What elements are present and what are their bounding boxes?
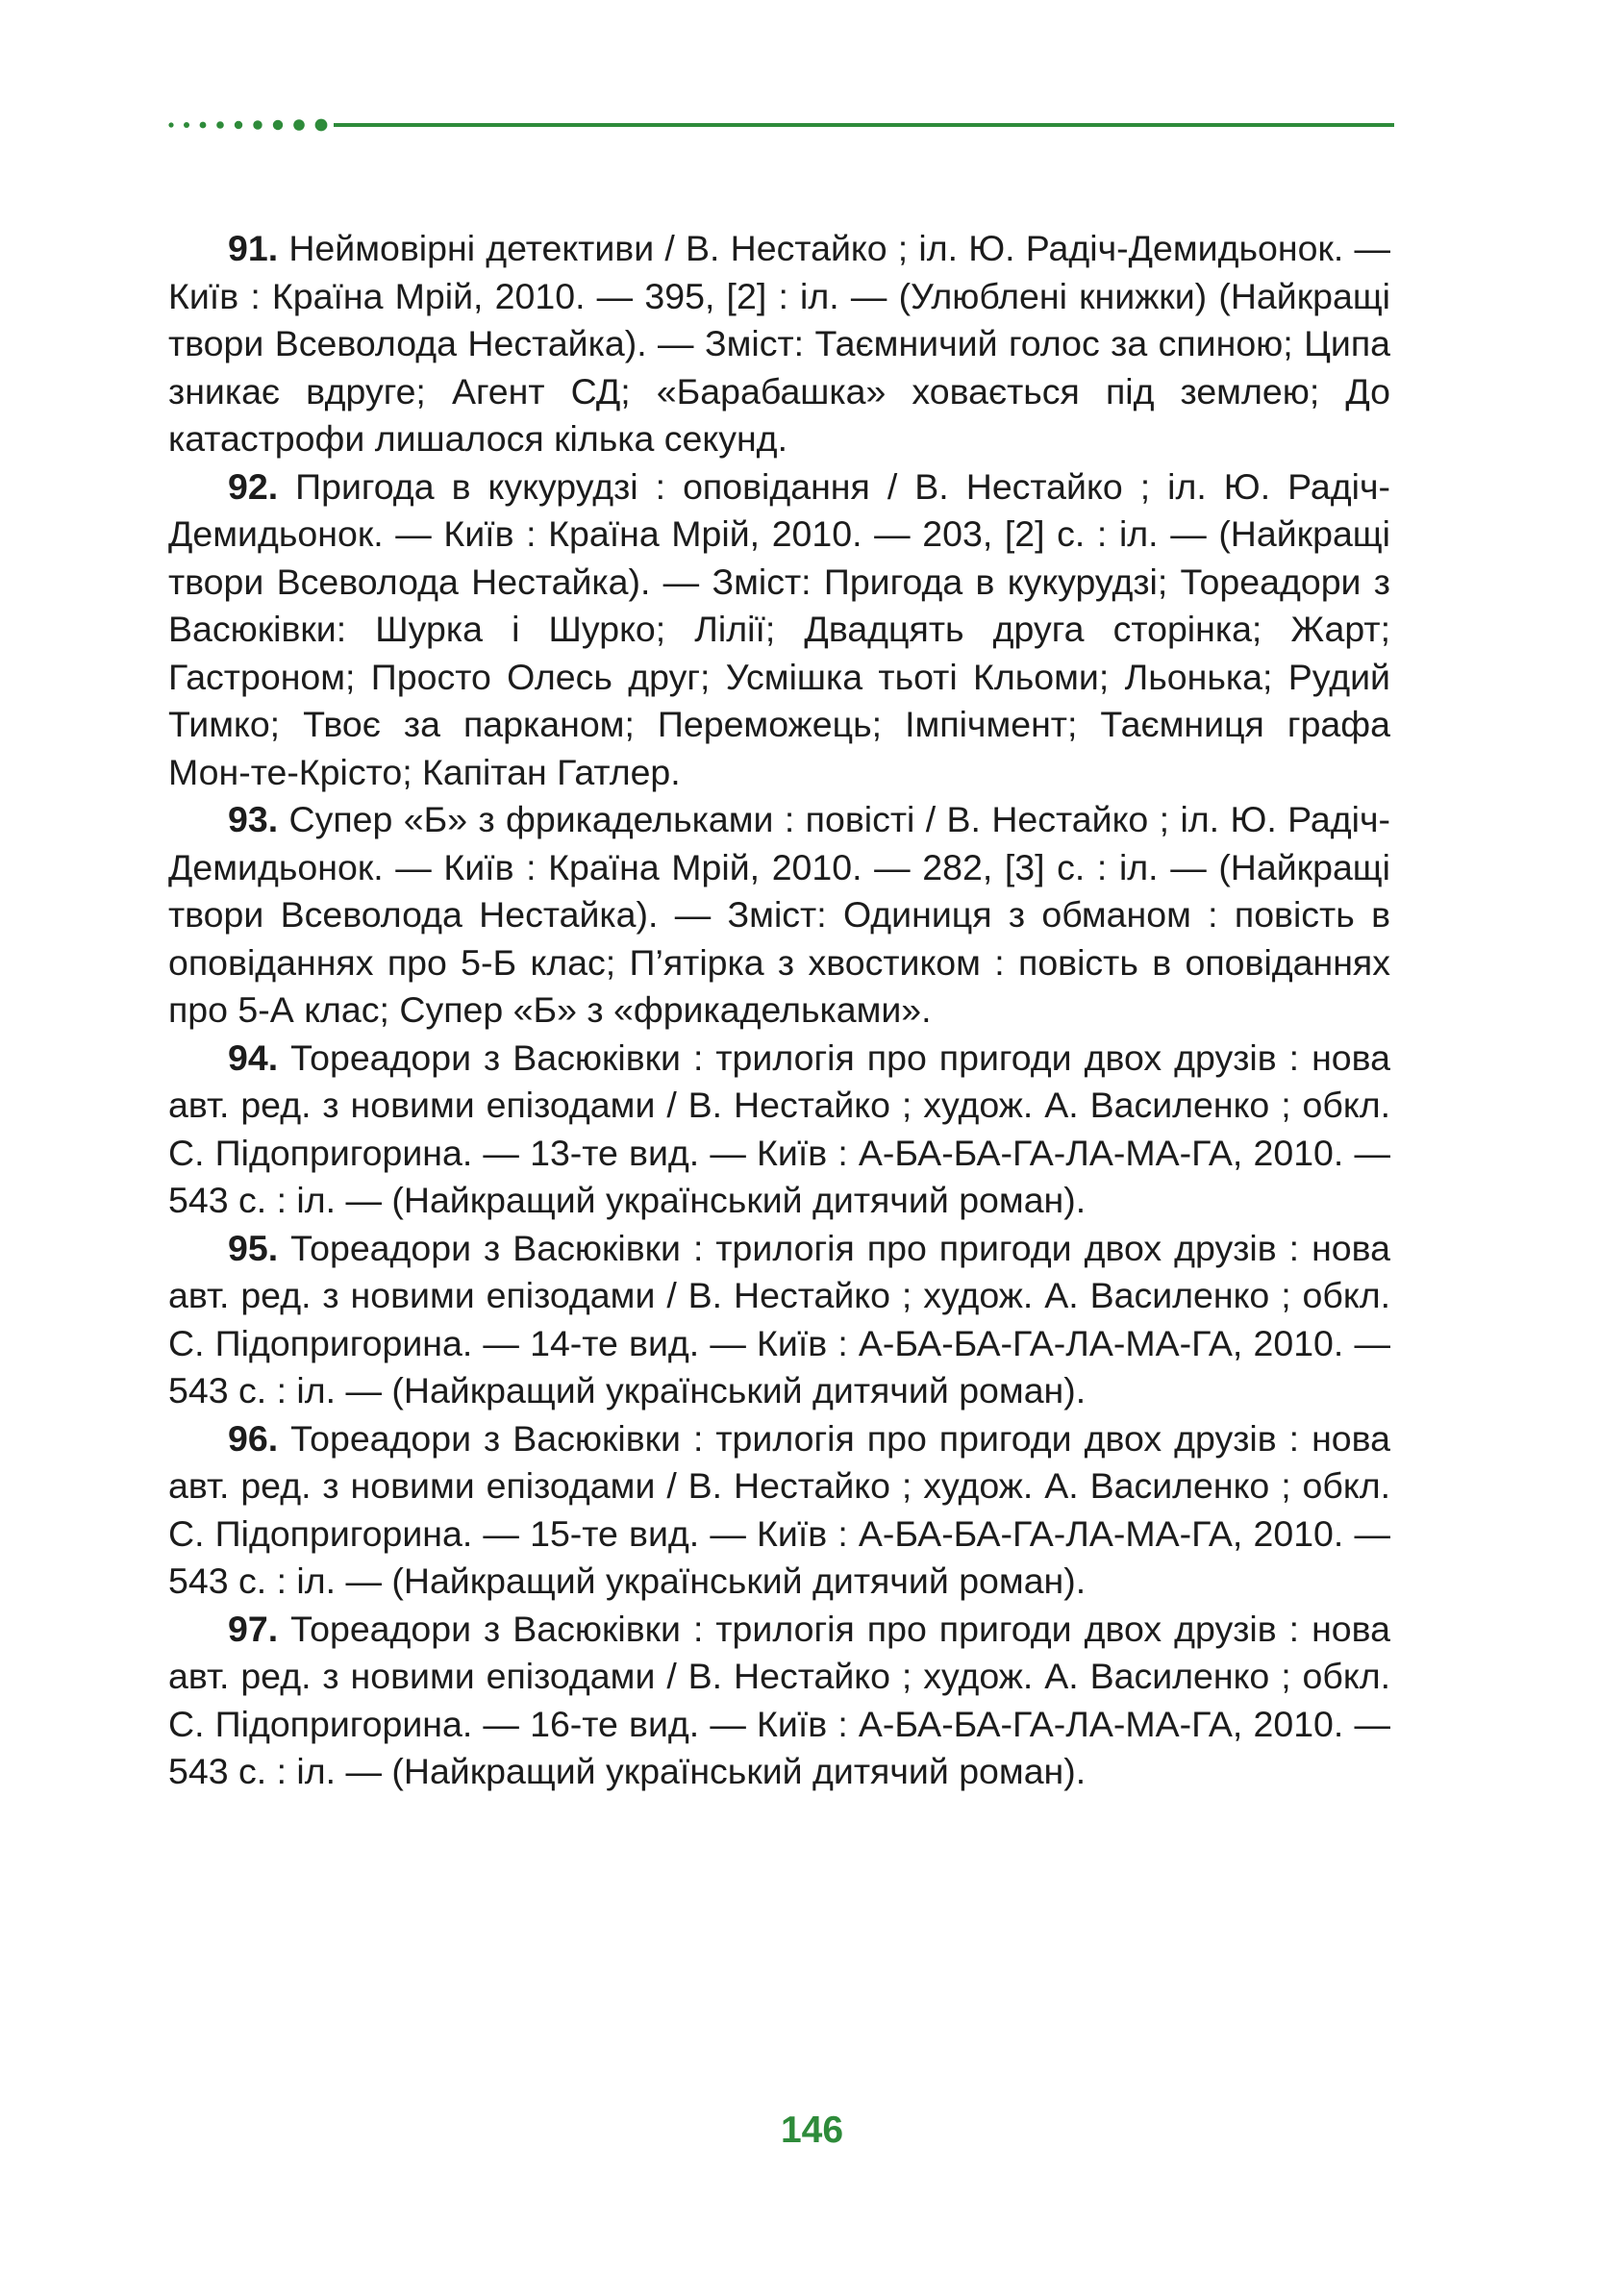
bibliography-entry	[168, 1415, 1390, 1606]
entry-number: 97.	[228, 1608, 279, 1649]
entry-number: 93.	[228, 799, 279, 839]
bibliography-list	[168, 225, 1390, 1796]
entry-text: Супер «Б» з фрикадельками : повісті / В. Нестайко ; іл. Ю. Радіч-Демидьонок. — Київ : Країна Мрій, 2010. — 282, [3] с. : іл. — (Найкращі твори Всеволода Нестайка). — Зміст: Одиниця з обманом : повість в оповіданнях про 5-Б клас; П’ятірка з хвостиком : повість в оповіданнях про 5-А клас; Супер «Б» з «фрикадельками».	[168, 799, 1390, 1030]
bibliography-entry	[168, 1225, 1390, 1415]
page-number: 146	[780, 2110, 844, 2151]
entry-number: 96.	[228, 1417, 279, 1459]
entry-number: 91.	[228, 228, 279, 268]
bibliography-entry	[168, 796, 1390, 1035]
bibliography-entry	[168, 225, 1390, 463]
entry-text: Тореадори з Васюківки : трилогія про пригоди двох друзів : нова авт. ред. з новими епізодами / В. Нестайко ; худож. А. Василенко ; обкл. С. Підопригорина. — 16-те вид. — Київ : А-БА-БА-ГА-ЛА-МА-ГА, 2010. — 543 с. : іл. — (Найкращий український дитячий роман).	[168, 1608, 1390, 1791]
bibliography-entry	[168, 463, 1390, 797]
entry-text: Тореадори з Васюківки : трилогія про пригоди двох друзів : нова авт. ред. з новими епізодами / В. Нестайко ; худож. А. Василенко ; обкл. С. Підопригорина. — 13-те вид. — Київ : А-БА-БА-ГА-ЛА-МА-ГА, 2010. — 543 с. : іл. — (Найкращий український дитячий роман).	[168, 1036, 1390, 1220]
header-dotted-rule	[168, 113, 1394, 137]
entry-text: Тореадори з Васюківки : трилогія про пригоди двох друзів : нова авт. ред. з новими епізодами / В. Нестайко ; худож. А. Василенко ; обкл. С. Підопригорина. — 15-те вид. — Київ : А-БА-БА-ГА-ЛА-МА-ГА, 2010. — 543 с. : іл. — (Найкращий український дитячий роман).	[168, 1417, 1390, 1601]
entry-number: 95.	[228, 1227, 279, 1268]
bibliography-entry	[168, 1606, 1390, 1796]
entry-text: Пригода в кукурудзі : оповідання / В. Нестайко ; іл. Ю. Радіч-Демидьонок. — Київ : Країна Мрій, 2010. — 203, [2] с. : іл. — (Найкращі твори Всеволода Нестайка). — Зміст: Пригода в кукурудзі; Тореадори з Васюківки: Шурка і Шурко; Лілії; Двадцять друга сторінка; Жарт; Гастроном; Просто Олесь друг; Усмішка тьоті Кльоми; Льонька; Рудий Тимко; Твоє за парканом; Переможець; Імпічмент; Таємниця графа Мон-те-Крісто; Капітан Гатлер.	[168, 465, 1390, 792]
entry-text: Тореадори з Васюківки : трилогія про пригоди двох друзів : нова авт. ред. з новими епізодами / В. Нестайко ; худож. А. Василенко ; обкл. С. Підопригорина. — 14-те вид. — Київ : А-БА-БА-ГА-ЛА-МА-ГА, 2010. — 543 с. : іл. — (Найкращий український дитячий роман).	[168, 1227, 1390, 1411]
entry-text: Неймовірні детективи / В. Нестайко ; іл. Ю. Радіч-Демидьонок. — Київ : Країна Мрій, 2010. — 395, [2] : іл. — (Улюблені книжки) (Найкращі твори Всеволода Нестайка). — Зміст: Таємничий голос за спиною; Ципа зникає вдруге; Агент СД; «Барабашка» ховається під землею; До катастрофи лишалося кілька секунд.	[168, 228, 1390, 459]
dotted-rule-icon	[168, 113, 1394, 137]
bibliography-entry	[168, 1035, 1390, 1225]
entry-number: 92.	[228, 465, 279, 507]
entry-number: 94.	[228, 1036, 279, 1078]
